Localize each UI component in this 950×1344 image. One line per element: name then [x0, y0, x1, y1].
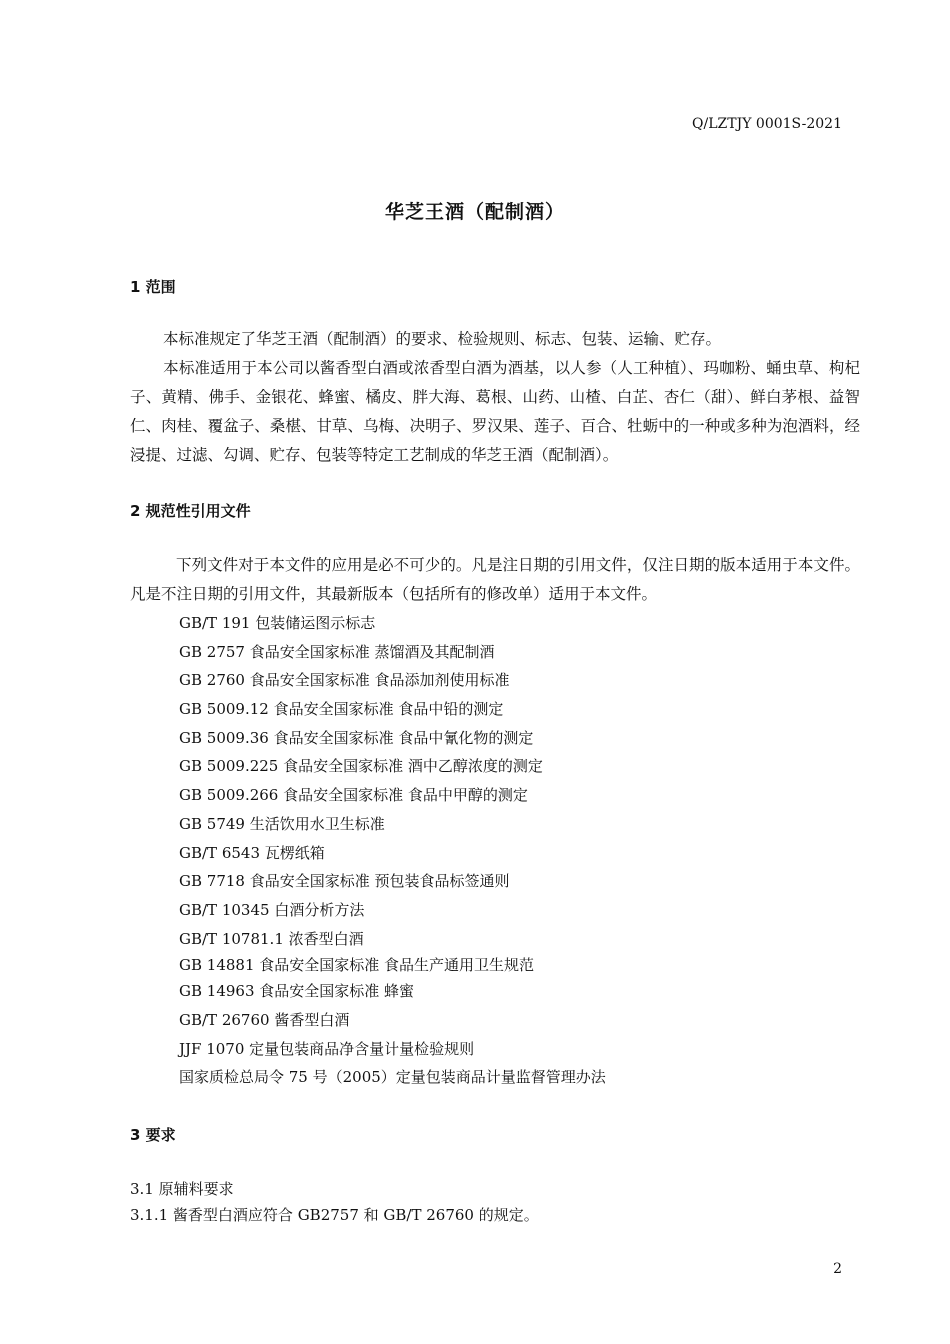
normative-intro	[130, 551, 860, 609]
reference-item: GB 7718 食品安全国家标准 预包装食品标签通则	[179, 872, 510, 891]
reference-item: GB 5009.225 食品安全国家标准 酒中乙醇浓度的测定	[179, 757, 543, 776]
reference-item: GB 5009.12 食品安全国家标准 食品中铅的测定	[179, 700, 504, 719]
document-title: 华芝王酒（配制酒）	[384, 201, 565, 223]
reference-item: GB/T 10781.1 浓香型白酒	[179, 929, 364, 948]
section-heading-normative: 2 规范性引用文件	[130, 502, 251, 520]
scope-paragraph-1-text: 本标准规定了华芝王酒（配制酒）的要求、检验规则、标志、包装、运输、贮存。	[163, 330, 722, 348]
reference-item: GB/T 6543 瓦楞纸箱	[179, 843, 325, 862]
page-number: 2	[833, 1261, 842, 1277]
reference-item: GB 2757 食品安全国家标准 蒸馏酒及其配制酒	[179, 642, 495, 661]
section-heading-requirements: 3 要求	[130, 1126, 176, 1144]
scope-paragraph-2-text: 本标准适用于本公司以酱香型白酒或浓香型白酒为酒基，以人参（人工种植）、玛咖粉、蛹虫草、枸杞子、黄精、佛手、金银花、蜂蜜、橘皮、胖大海、葛根、山药、山楂、白芷、杏仁（甜）、鲜白茅根、益智仁、肉桂、覆盆子、桑椹、甘草、乌梅、决明子、罗汉果、莲子、百合、牡蛎中的一种或多种为泡酒料，经浸提、过滤、勾调、贮存、包装等特定工艺制成的华芝王酒（配制酒）。	[130, 359, 860, 464]
reference-item: GB/T 10345 白酒分析方法	[179, 900, 365, 919]
reference-item: GB/T 26760 酱香型白酒	[179, 1010, 350, 1029]
reference-item: GB 2760 食品安全国家标准 食品添加剂使用标准	[179, 671, 510, 690]
reference-item: GB 5009.266 食品安全国家标准 食品中甲醇的测定	[179, 786, 528, 805]
reference-item: GB/T 191 包装储运图示标志	[179, 614, 376, 632]
reference-item: GB 5009.36 食品安全国家标准 食品中氰化物的测定	[179, 728, 534, 747]
normative-intro-text: 下列文件对于本文件的应用是必不可少的。凡是注日期的引用文件，仅注日期的版本适用于本文件。凡是不注日期的引用文件，其最新版本（包括所有的修改单）适用于本文件。	[130, 556, 860, 603]
reference-list	[179, 609, 606, 1092]
reference-item: GB 14881 食品安全国家标准 食品生产通用卫生规范	[179, 956, 535, 975]
reference-item: GB 5749 生活饮用水卫生标准	[179, 814, 385, 833]
clause-3-1-1: 3.1.1 酱香型白酒应符合 GB2757 和 GB/T 26760 的规定。	[130, 1206, 539, 1224]
scope-paragraph-2	[130, 354, 860, 470]
document-code: Q/LZTJY 0001S-2021	[692, 116, 842, 132]
subsection-3-1: 3.1 原辅料要求	[130, 1180, 234, 1198]
reference-item: GB 14963 食品安全国家标准 蜂蜜	[179, 982, 415, 1001]
section-heading-scope: 1 范围	[130, 278, 176, 296]
scope-paragraph-1	[130, 325, 860, 354]
reference-item: 国家质检总局令 75 号（2005）定量包装商品计量监督管理办法	[179, 1068, 606, 1087]
reference-item: JJF 1070 定量包装商品净含量计量检验规则	[179, 1039, 475, 1058]
